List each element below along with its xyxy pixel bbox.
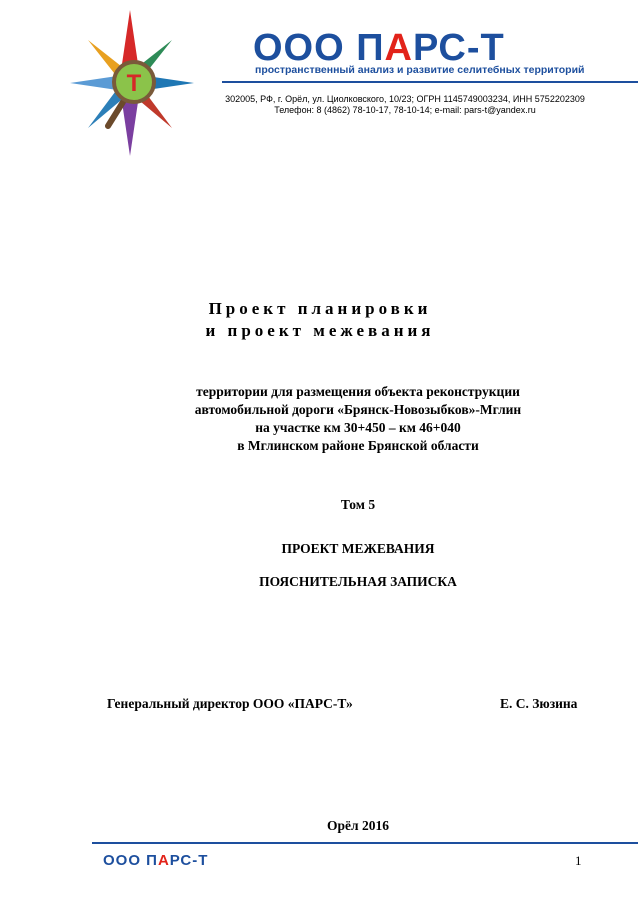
footer-brand-part2c: РС-Т bbox=[169, 852, 209, 869]
title-line-2: и проект межевания bbox=[205, 321, 435, 340]
brand-name-part1: ООО bbox=[253, 27, 357, 69]
subtitle-line: автомобильной дороги «Брянск-Новозыбков»-Мглин bbox=[194, 402, 522, 417]
address-line-1: 302005, РФ, г. Орёл, ул. Циолковского, 10/23; ОГРН 1145749003234, ИНН 5752202309 bbox=[225, 94, 585, 104]
footer-brand-part1: ООО bbox=[103, 852, 147, 869]
brand-name-part2a: П bbox=[356, 27, 385, 69]
address-line-2: Телефон: 8 (4862) 78-10-17, 78-10-14; e-mail: pars-t@yandex.ru bbox=[274, 105, 536, 115]
director-label: Генеральный директор ООО «ПАРС-Т» bbox=[107, 696, 353, 711]
compass-star-magnifier-icon bbox=[66, 6, 198, 160]
brand-tagline: пространственный анализ и развитие селитебных территорий bbox=[255, 64, 585, 76]
section-subtitle: ПОЯСНИТЕЛЬНАЯ ЗАПИСКА bbox=[259, 574, 457, 589]
page-number: 1 bbox=[575, 853, 582, 868]
header-divider bbox=[222, 81, 638, 83]
subtitle-line: на участке км 30+450 – км 46+040 bbox=[255, 420, 461, 435]
footer-divider bbox=[92, 842, 638, 844]
footer-brand bbox=[103, 852, 208, 869]
city-year: Орёл 2016 bbox=[327, 818, 389, 833]
document-title bbox=[0, 298, 640, 342]
document-subtitle bbox=[0, 383, 640, 455]
subtitle-line: в Мглинском районе Брянской области bbox=[237, 438, 479, 453]
svg-text:T: T bbox=[126, 70, 142, 97]
brand-title bbox=[253, 28, 583, 68]
brand-name-part2b: А bbox=[384, 27, 413, 69]
footer-brand-part2b: А bbox=[157, 852, 170, 869]
title-line-1: Проект планировки bbox=[208, 299, 432, 318]
subtitle-line: территории для размещения объекта реконструкции bbox=[196, 384, 520, 399]
signer-name: Е. С. Зюзина bbox=[500, 696, 578, 711]
brand-name-part2c: РС-Т bbox=[413, 27, 505, 69]
section-title: ПРОЕКТ МЕЖЕВАНИЯ bbox=[281, 541, 435, 556]
company-address bbox=[205, 94, 605, 116]
volume-label: Том 5 bbox=[340, 497, 376, 512]
footer-brand-part2a: П bbox=[146, 852, 158, 869]
